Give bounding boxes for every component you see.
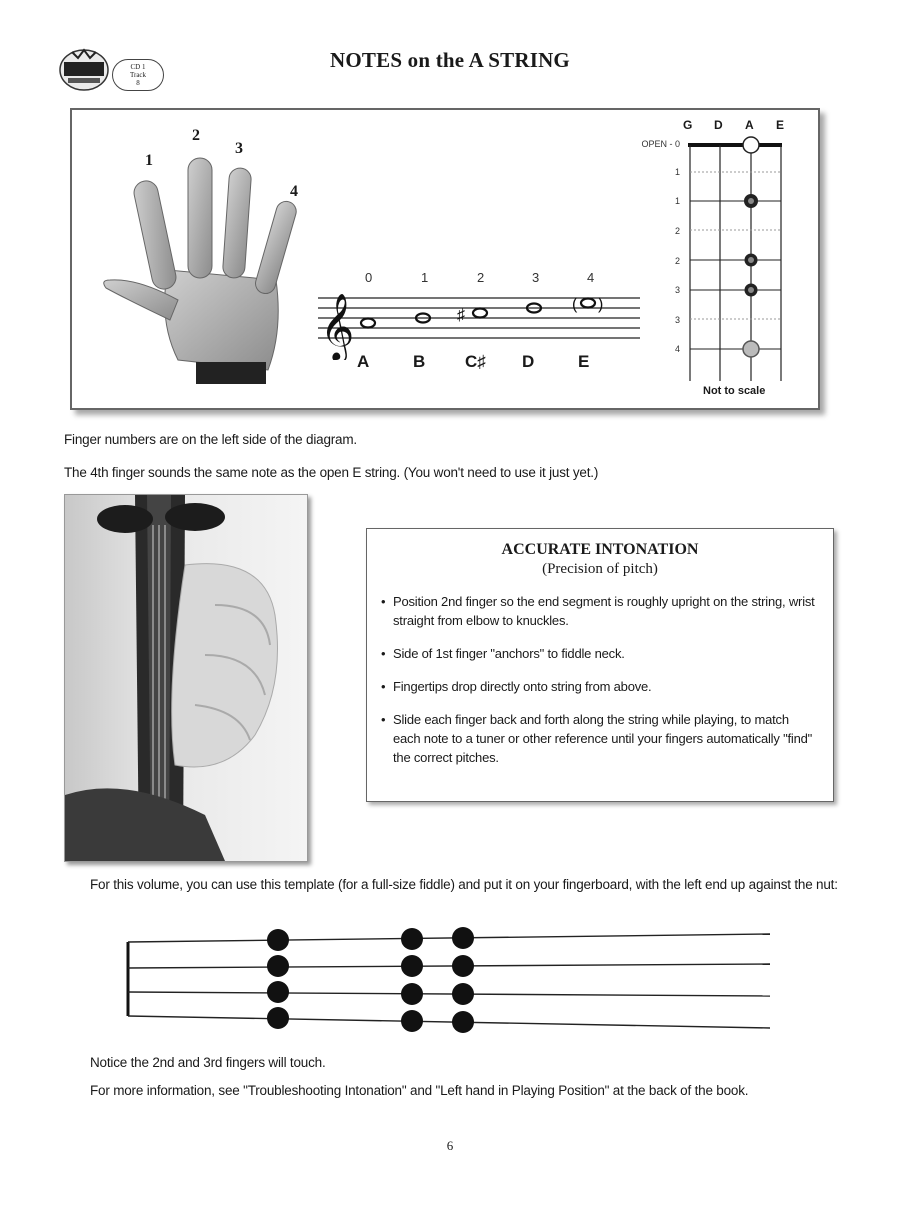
- fret-label: 1: [674, 167, 680, 177]
- staff-finger-2: 2: [477, 270, 485, 285]
- note-name-e: E: [578, 352, 590, 371]
- staff-finger-1: 1: [421, 270, 429, 285]
- track-label: Track: [129, 71, 147, 79]
- track-number: 8: [136, 79, 140, 87]
- fingerboard-template: [120, 924, 780, 1036]
- note-name-d: D: [522, 352, 535, 371]
- finger-1-dot: [267, 929, 289, 951]
- fingerboard-chart: [682, 135, 792, 383]
- note-name-b: B: [413, 352, 426, 371]
- template-paragraph: For this volume, you can use this template (for a full-size fiddle) and put it on your fingerboard, with the left end up against the nut:: [90, 877, 838, 892]
- intonation-list: [381, 592, 819, 767]
- finger-1-dot: [267, 981, 289, 1003]
- finger-number-3: 3: [235, 140, 243, 157]
- svg-text:(: (: [572, 296, 578, 313]
- finger-number-1: 1: [145, 152, 153, 169]
- finger-4-marker: [743, 341, 759, 357]
- fret-label: 3: [674, 315, 680, 325]
- list-item: • Slide each finger back and forth along the string while playing, to match each note to a tuner or other reference until your fingers automatically "find" the correct pitches.: [381, 710, 819, 767]
- caption-fourth-finger: The 4th finger sounds the same note as the open E string. (You won't need to use it just yet.): [64, 465, 599, 480]
- finger-number-4: 4: [290, 183, 298, 200]
- note-e: [581, 299, 595, 308]
- music-staff: [316, 286, 642, 360]
- string-name-g: G: [683, 118, 693, 132]
- finger-1-dot: [267, 955, 289, 977]
- list-item: • Fingertips drop directly onto string from above.: [381, 677, 819, 696]
- note-a: [361, 319, 375, 328]
- string-name-a: A: [745, 118, 754, 132]
- fret-label: 3: [674, 285, 680, 295]
- note-name-csharp: C♯: [465, 352, 486, 371]
- finger-number-2: 2: [192, 127, 200, 144]
- finger-2-dot: [401, 983, 423, 1005]
- svg-text:): ): [598, 296, 604, 313]
- fret-label: 2: [674, 226, 680, 236]
- finger-2-dot: [401, 928, 423, 950]
- notice-line: Notice the 2nd and 3rd fingers will touch.: [90, 1055, 326, 1070]
- fret-label: 4: [674, 344, 680, 354]
- note-csharp: [473, 309, 487, 318]
- finger-3-dot: [452, 1011, 474, 1033]
- string-name-d: D: [714, 118, 723, 132]
- finger-2-dot: [401, 1010, 423, 1032]
- page-title: NOTES on the A STRING: [330, 48, 570, 72]
- staff-finger-0: 0: [365, 270, 373, 285]
- fret-label: 2: [674, 256, 680, 266]
- treble-clef-icon: 𝄞: [320, 292, 355, 360]
- sharp-icon: ♯: [457, 307, 465, 324]
- finger-2-dot: [401, 955, 423, 977]
- fret-label: 1: [674, 196, 680, 206]
- page-number: 6: [446, 1138, 454, 1153]
- open-string-marker: [743, 137, 759, 153]
- staff-finger-3: 3: [532, 270, 540, 285]
- left-hand-photo: [64, 494, 308, 862]
- hand-illustration: [98, 150, 308, 390]
- not-to-scale-label: Not to scale: [703, 385, 766, 397]
- note-name-a: A: [357, 352, 370, 371]
- intonation-title: ACCURATE INTONATION: [501, 541, 699, 558]
- finger-1-dot: [267, 1007, 289, 1029]
- string-name-e: E: [776, 118, 785, 132]
- caption-finger-numbers: Finger numbers are on the left side of the diagram.: [64, 432, 357, 447]
- list-item: • Side of 1st finger "anchors" to fiddle neck.: [381, 644, 819, 663]
- finger-3-dot: [452, 927, 474, 949]
- cd-label: CD 1: [130, 63, 146, 71]
- fret-label-open: OPEN - 0: [641, 139, 680, 149]
- staff-finger-4: 4: [587, 270, 595, 285]
- accurate-intonation-box: [366, 528, 834, 802]
- finger-3-dot: [452, 955, 474, 977]
- finger-3-dot: [452, 983, 474, 1005]
- list-item: • Position 2nd finger so the end segment is roughly upright on the string, wrist straight from elbow to knuckles.: [381, 592, 819, 630]
- intonation-subtitle: (Precision of pitch): [542, 561, 658, 577]
- more-info-line: For more information, see "Troubleshooting Intonation" and "Left hand in Playing Position" at the back of the book.: [90, 1083, 749, 1098]
